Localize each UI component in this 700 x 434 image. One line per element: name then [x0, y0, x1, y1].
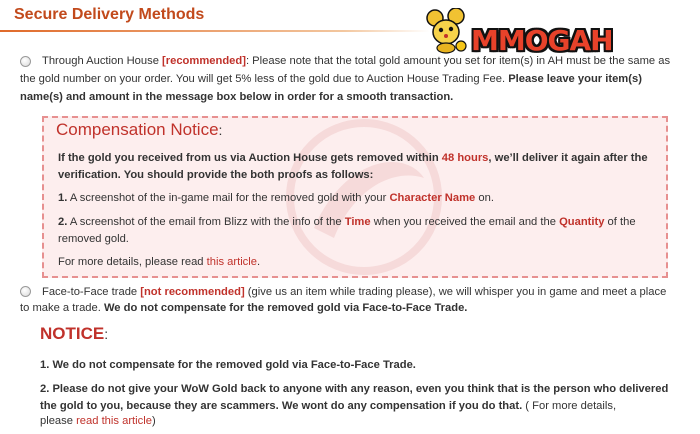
radio-face-to-face[interactable]: [20, 286, 31, 297]
proof-2-line2: removed gold.: [58, 233, 129, 245]
option-ah-text2: the gold number on your order. You will get 5% less of the gold due to Auction House Trading Fee.: [20, 73, 506, 85]
compensation-title-text: Compensation Notice: [56, 120, 219, 139]
proof-1-end: on.: [475, 192, 494, 204]
option-f2f-line2: [20, 299, 690, 317]
logo-wordmark: MMOGAH: [471, 24, 613, 57]
compensation-p1: [58, 150, 658, 167]
radio-auction-house[interactable]: [20, 56, 31, 67]
quantity-highlight: Quantity: [559, 216, 605, 228]
compensation-title-colon: :: [218, 122, 223, 138]
option-f2f-label: Face-to-Face trade: [42, 286, 138, 298]
option-ah-line3: name(s) and amount in the message box below in order for a smooth transaction.: [20, 91, 454, 103]
recommended-tag: [recommended]: [162, 55, 246, 67]
notice-item-2-line1: 2. Please do not give your WoW Gold back to anyone with any reason, even you think that is the person who delivered: [40, 383, 669, 395]
proof-2-mid: when you received the email and the: [370, 216, 556, 228]
mouse-mascot-icon: [425, 8, 469, 54]
compensation-p1c: verification. You should provide the both proofs as follows:: [58, 169, 374, 181]
hours-highlight: 48 hours: [441, 152, 489, 164]
more-details-end: .: [257, 256, 261, 268]
time-highlight: Time: [344, 216, 371, 228]
notice-2-please: please: [40, 415, 73, 427]
notice-2-more: ( For more details,: [522, 400, 617, 412]
option-ah-bold2: Please leave your item(s): [508, 73, 642, 85]
not-recommended-tag: [not recommended]: [140, 286, 245, 298]
option-ah-label: Through Auction House: [42, 55, 159, 67]
character-name-highlight: Character Name: [389, 192, 476, 204]
compensation-title: [56, 120, 222, 140]
compensation-p1a: If the gold you received from us via Auction House gets removed within: [58, 152, 439, 164]
option-ah-line2: [20, 70, 690, 88]
notice-title-colon: :: [104, 326, 109, 342]
notice-item-2-line3: [40, 413, 700, 430]
proof-2-text: A screenshot of the email from Blizz with the info of the: [67, 216, 342, 228]
compensation-more: [58, 254, 658, 271]
compensation-notice-box: [42, 116, 668, 278]
section-title: Secure Delivery Methods: [14, 6, 205, 23]
notice-title: [40, 324, 108, 344]
proof-item-2: [58, 214, 658, 231]
more-details-text: For more details, please read: [58, 256, 204, 268]
proof-1-number: 1.: [58, 192, 68, 204]
proof-item-1: [58, 190, 658, 207]
proof-2-end: of the: [604, 216, 636, 228]
notice-title-text: NOTICE: [40, 324, 105, 343]
option-f2f-text2: to make a trade.: [20, 302, 101, 314]
this-article-link[interactable]: this article: [206, 256, 257, 268]
read-this-article-link[interactable]: read this article: [76, 415, 152, 427]
option-f2f-bold2: We do not compensate for the removed gold via Face-to-Face Trade.: [103, 302, 468, 314]
compensation-p1b: , we’ll deliver it again after the: [488, 152, 648, 164]
mmogah-logo[interactable]: [425, 6, 695, 56]
option-ah-text1: : Please note that the total gold amount you set for item(s) in AH must be the same as: [245, 55, 671, 67]
title-underline: [0, 30, 430, 32]
proof-2-number: 2.: [58, 216, 68, 228]
notice-2-close: ): [151, 415, 156, 427]
option-f2f-text1: (give us an item while trading please), we will whisper you in game and meet a place: [247, 286, 667, 298]
notice-item-1: 1. We do not compensate for the removed gold via Face-to-Face Trade.: [40, 359, 416, 371]
notice-2-bold: the gold to you, because they are scammers. We wont do any compensation if you do that.: [40, 400, 523, 412]
proof-1-text: A screenshot of the in-game mail for the removed gold with your: [67, 192, 387, 204]
option-auction-house: [42, 52, 682, 70]
